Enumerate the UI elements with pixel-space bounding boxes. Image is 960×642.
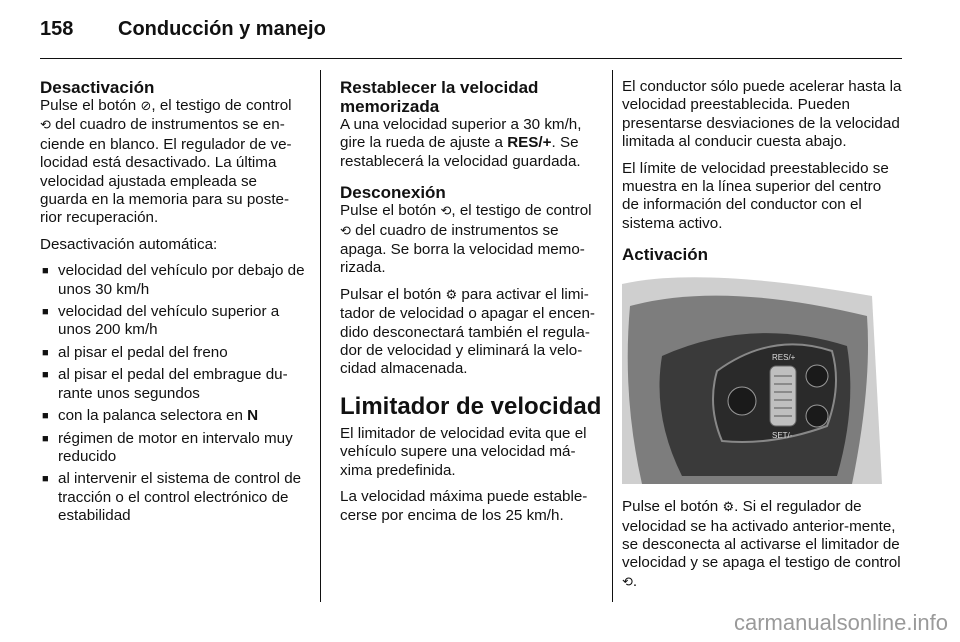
list-item: ■ al pisar el pedal del freno <box>40 344 305 362</box>
paragraph: Pulse el botón ⚙. Si el regulador de velocidad se ha activado anterior-mente, se desconecta al activarse el limitador de velocidad y se apaga el testigo de control ⟲. <box>622 498 901 590</box>
watermark: carmanualsonline.info <box>733 610 948 635</box>
heading-desconexion: Desconexión <box>340 183 446 203</box>
chapter-title: Conducción y manejo <box>118 18 326 40</box>
cruise-indicator-icon: ⟲ <box>340 223 351 239</box>
list-item: ■ velocidad del vehículo superior a unos 200 km/h <box>40 303 305 340</box>
paragraph: ⟲ del cuadro de instrumentos se apaga. Se borra la velocidad memo-rizada. <box>340 221 585 277</box>
paragraph: La velocidad máxima puede estable-cerse por encima de los 25 km/h. <box>340 488 588 524</box>
paragraph: Pulsar el botón ⚙ para activar el limi-tador de velocidad o apagar el encen-dido desconectará también el regula-dor de velocidad y eliminará la velo-cidad almacenada. <box>340 285 595 378</box>
paragraph: ⟲ del cuadro de instrumentos se en-ciende en blanco. El regulador de ve-locidad está desactivado. La última velocidad ajustada empleada se guarda en la memoria para su poste-rior recuperación. <box>40 116 292 227</box>
wheel-set-label: SET/- <box>772 431 793 441</box>
paragraph: El limitador de velocidad evita que el vehículo supere una velocidad má-xima predefinida. <box>340 424 587 479</box>
speed-limiter-icon: ⚙ <box>445 287 458 303</box>
wheel-res-label: RES/+ <box>772 353 796 363</box>
header-rule <box>40 58 902 59</box>
column-divider-2 <box>612 70 613 602</box>
column-2 <box>340 78 602 533</box>
heading-activacion: Activación <box>622 245 708 265</box>
paragraph: Pulse el botón ⊘, el testigo de control <box>40 97 292 114</box>
column-3 <box>622 78 902 600</box>
steering-wheel-illustration <box>622 276 882 484</box>
paragraph: Pulse el botón ⟲, el testigo de control <box>340 202 592 220</box>
list-item: ■ al pisar el pedal del embrague du-rante unos segundos <box>40 366 305 403</box>
heading-restablecer: Restablecer la velocidad memorizada <box>340 78 539 116</box>
paragraph: A una velocidad superior a 30 km/h, gire la rueda de ajuste a RES/+. Se restablecerá la velocidad guardada. <box>340 116 582 170</box>
cruise-off-icon: ⊘ <box>140 99 152 114</box>
heading-desactivacion: Desactivación <box>40 78 155 97</box>
column-divider-1 <box>320 70 321 602</box>
speed-limiter-icon: ⚙ <box>722 500 735 516</box>
page-header <box>40 18 920 58</box>
page-number: 158 <box>40 18 74 40</box>
bullet-list <box>40 262 305 525</box>
auto-deactivation-label: Desactivación automática: <box>40 235 218 253</box>
list-item: ■ al intervenir el sistema de control de tracción o el control electrónico de estabilidad <box>40 470 305 525</box>
cruise-indicator-icon: ⟲ <box>622 574 633 590</box>
paragraph: El límite de velocidad preestablecido se muestra en la línea superior del centro de información del conductor con el sistema activo. <box>622 159 889 232</box>
list-item: ■ velocidad del vehículo por debajo de unos 30 km/h <box>40 262 305 299</box>
column-1 <box>40 78 305 530</box>
cruise-indicator-icon: ⟲ <box>440 204 452 220</box>
cruise-indicator-icon: ⟲ <box>40 118 51 134</box>
paragraph: El conductor sólo puede acelerar hasta la velocidad preestablecida. Pueden presentarse desviaciones de la velocidad limitada al conducir cuesta abajo. <box>622 78 902 151</box>
section-title-limitador: Limitador de velocidad <box>340 392 602 420</box>
list-item: ■ régimen de motor en intervalo muy reducido <box>40 430 305 467</box>
list-item: ■ con la palanca selectora en N <box>40 407 305 425</box>
